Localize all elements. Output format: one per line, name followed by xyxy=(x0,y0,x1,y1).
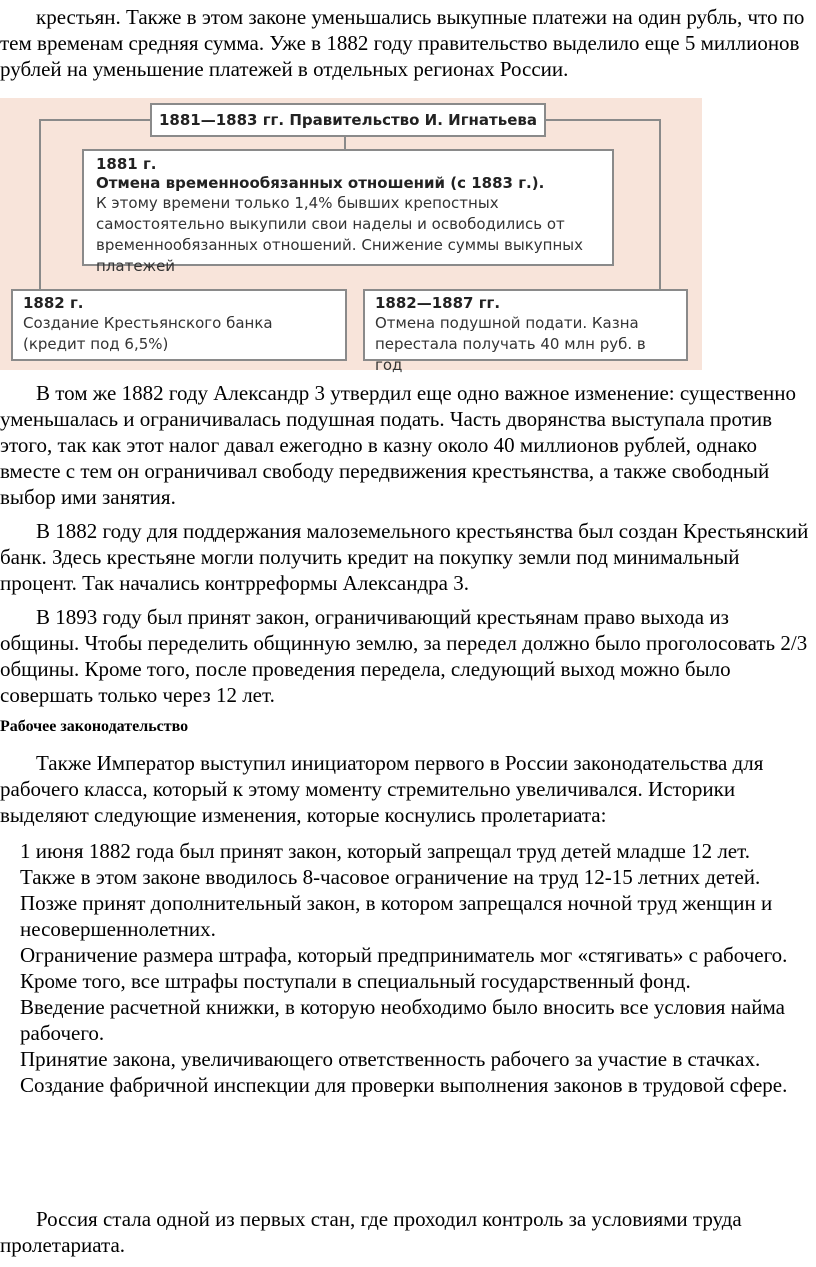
list-item: Введение расчетной книжки, в которую необходимо было вносить все условия найма рабочего. xyxy=(20,995,785,1045)
paragraph-peasant-bank: В 1882 году для поддержания малоземельного крестьянства был создан Крестьянский банк. Здесь крестьяне могли получить кредит на покупку земли под минимальный процент. Так начались контрреформы Александра 3. xyxy=(0,519,809,595)
diagram-box-1882-1887 xyxy=(363,289,688,374)
paragraph-poll-tax: В том же 1882 году Александр 3 утвердил еще одно важное изменение: существенно уменьшалась и ограничивалась подушная подать. Часть дворянства выступала против этого, так как этот налог давал ежегодно в казну около 40 миллионов рублей, однако вместе с тем он ограничивал свободу передвижения крестьянства, а также свободный выбор ими занятия. xyxy=(0,381,796,509)
box-1882-1887-year: 1882—1887 гг. xyxy=(375,294,501,312)
list-item: Создание фабричной инспекции для проверки выполнения законов в трудовой сфере. xyxy=(20,1073,788,1097)
list-item: Ограничение размера штрафа, который предприниматель мог «стягивать» с рабочего. Кроме того, все штрафы поступали в специальный государственный фонд. xyxy=(20,943,788,993)
list-item: Принятие закона, увеличивающего ответственность рабочего за участие в стачках. xyxy=(20,1047,761,1071)
list-item: 1 июня 1882 года был принят закон, который запрещал труд детей младше 12 лет. Также в этом законе вводилось 8-часовое ограничение на труд 12-15 летних детей. xyxy=(20,839,761,889)
section-heading-labor-law: Рабочее законодательство xyxy=(0,718,189,735)
labor-law-list xyxy=(20,838,800,1098)
paragraph-conclusion: Россия стала одной из первых стан, где проходил контроль за условиями труда пролетариата. xyxy=(0,1207,742,1257)
ignatiev-government-diagram xyxy=(0,98,702,374)
list-item: Позже принят дополнительный закон, в котором запрещался ночной труд женщин и несовершеннолетних. xyxy=(20,891,773,941)
diagram-header-title: 1881—1883 гг. Правительство И. Игнатьева xyxy=(159,111,537,129)
paragraph-labor-intro: Также Император выступил инициатором первого в России законодательства для рабочего класса, который к этому моменту стремительно увеличивался. Историки выделяют следующие изменения, которые коснулись пролетариата: xyxy=(0,751,764,827)
paragraph-intro: крестьян. Также в этом законе уменьшались выкупные платежи на один рубль, что по тем временам средняя сумма. Уже в 1882 году правительство выделило еще 5 миллионов рублей на уменьшение платежей в отдельных регионах России. xyxy=(0,5,805,81)
box-1882-text: Создание Крестьянского банка (кредит под 6,5%) xyxy=(23,314,273,353)
box-1882-year: 1882 г. xyxy=(23,294,84,312)
diagram-header-box xyxy=(150,103,546,137)
diagram-box-1881 xyxy=(82,149,614,275)
diagram-box-1882 xyxy=(11,289,347,361)
box-1882-1887-text: Отмена подушной подати. Казна перестала получать 40 млн руб. в год xyxy=(375,314,646,374)
box-1881-title: Отмена временнообязанных отношений (с 1883 г.). xyxy=(96,174,545,192)
box-1881-text: К этому времени только 1,4% бывших крепостных самостоятельно выкупили свои наделы и освободились от временнообязанных отношений. Снижение суммы выкупных платежей xyxy=(96,194,583,275)
paragraph-community-law: В 1893 году был принят закон, ограничивающий крестьянам право выхода из общины. Чтобы переделить общинную землю, за передел должно было проголосовать 2/3 общины. Кроме того, после проведения передела, следующий выход можно было совершать только через 12 лет. xyxy=(0,605,808,707)
box-1881-year: 1881 г. xyxy=(96,155,157,173)
